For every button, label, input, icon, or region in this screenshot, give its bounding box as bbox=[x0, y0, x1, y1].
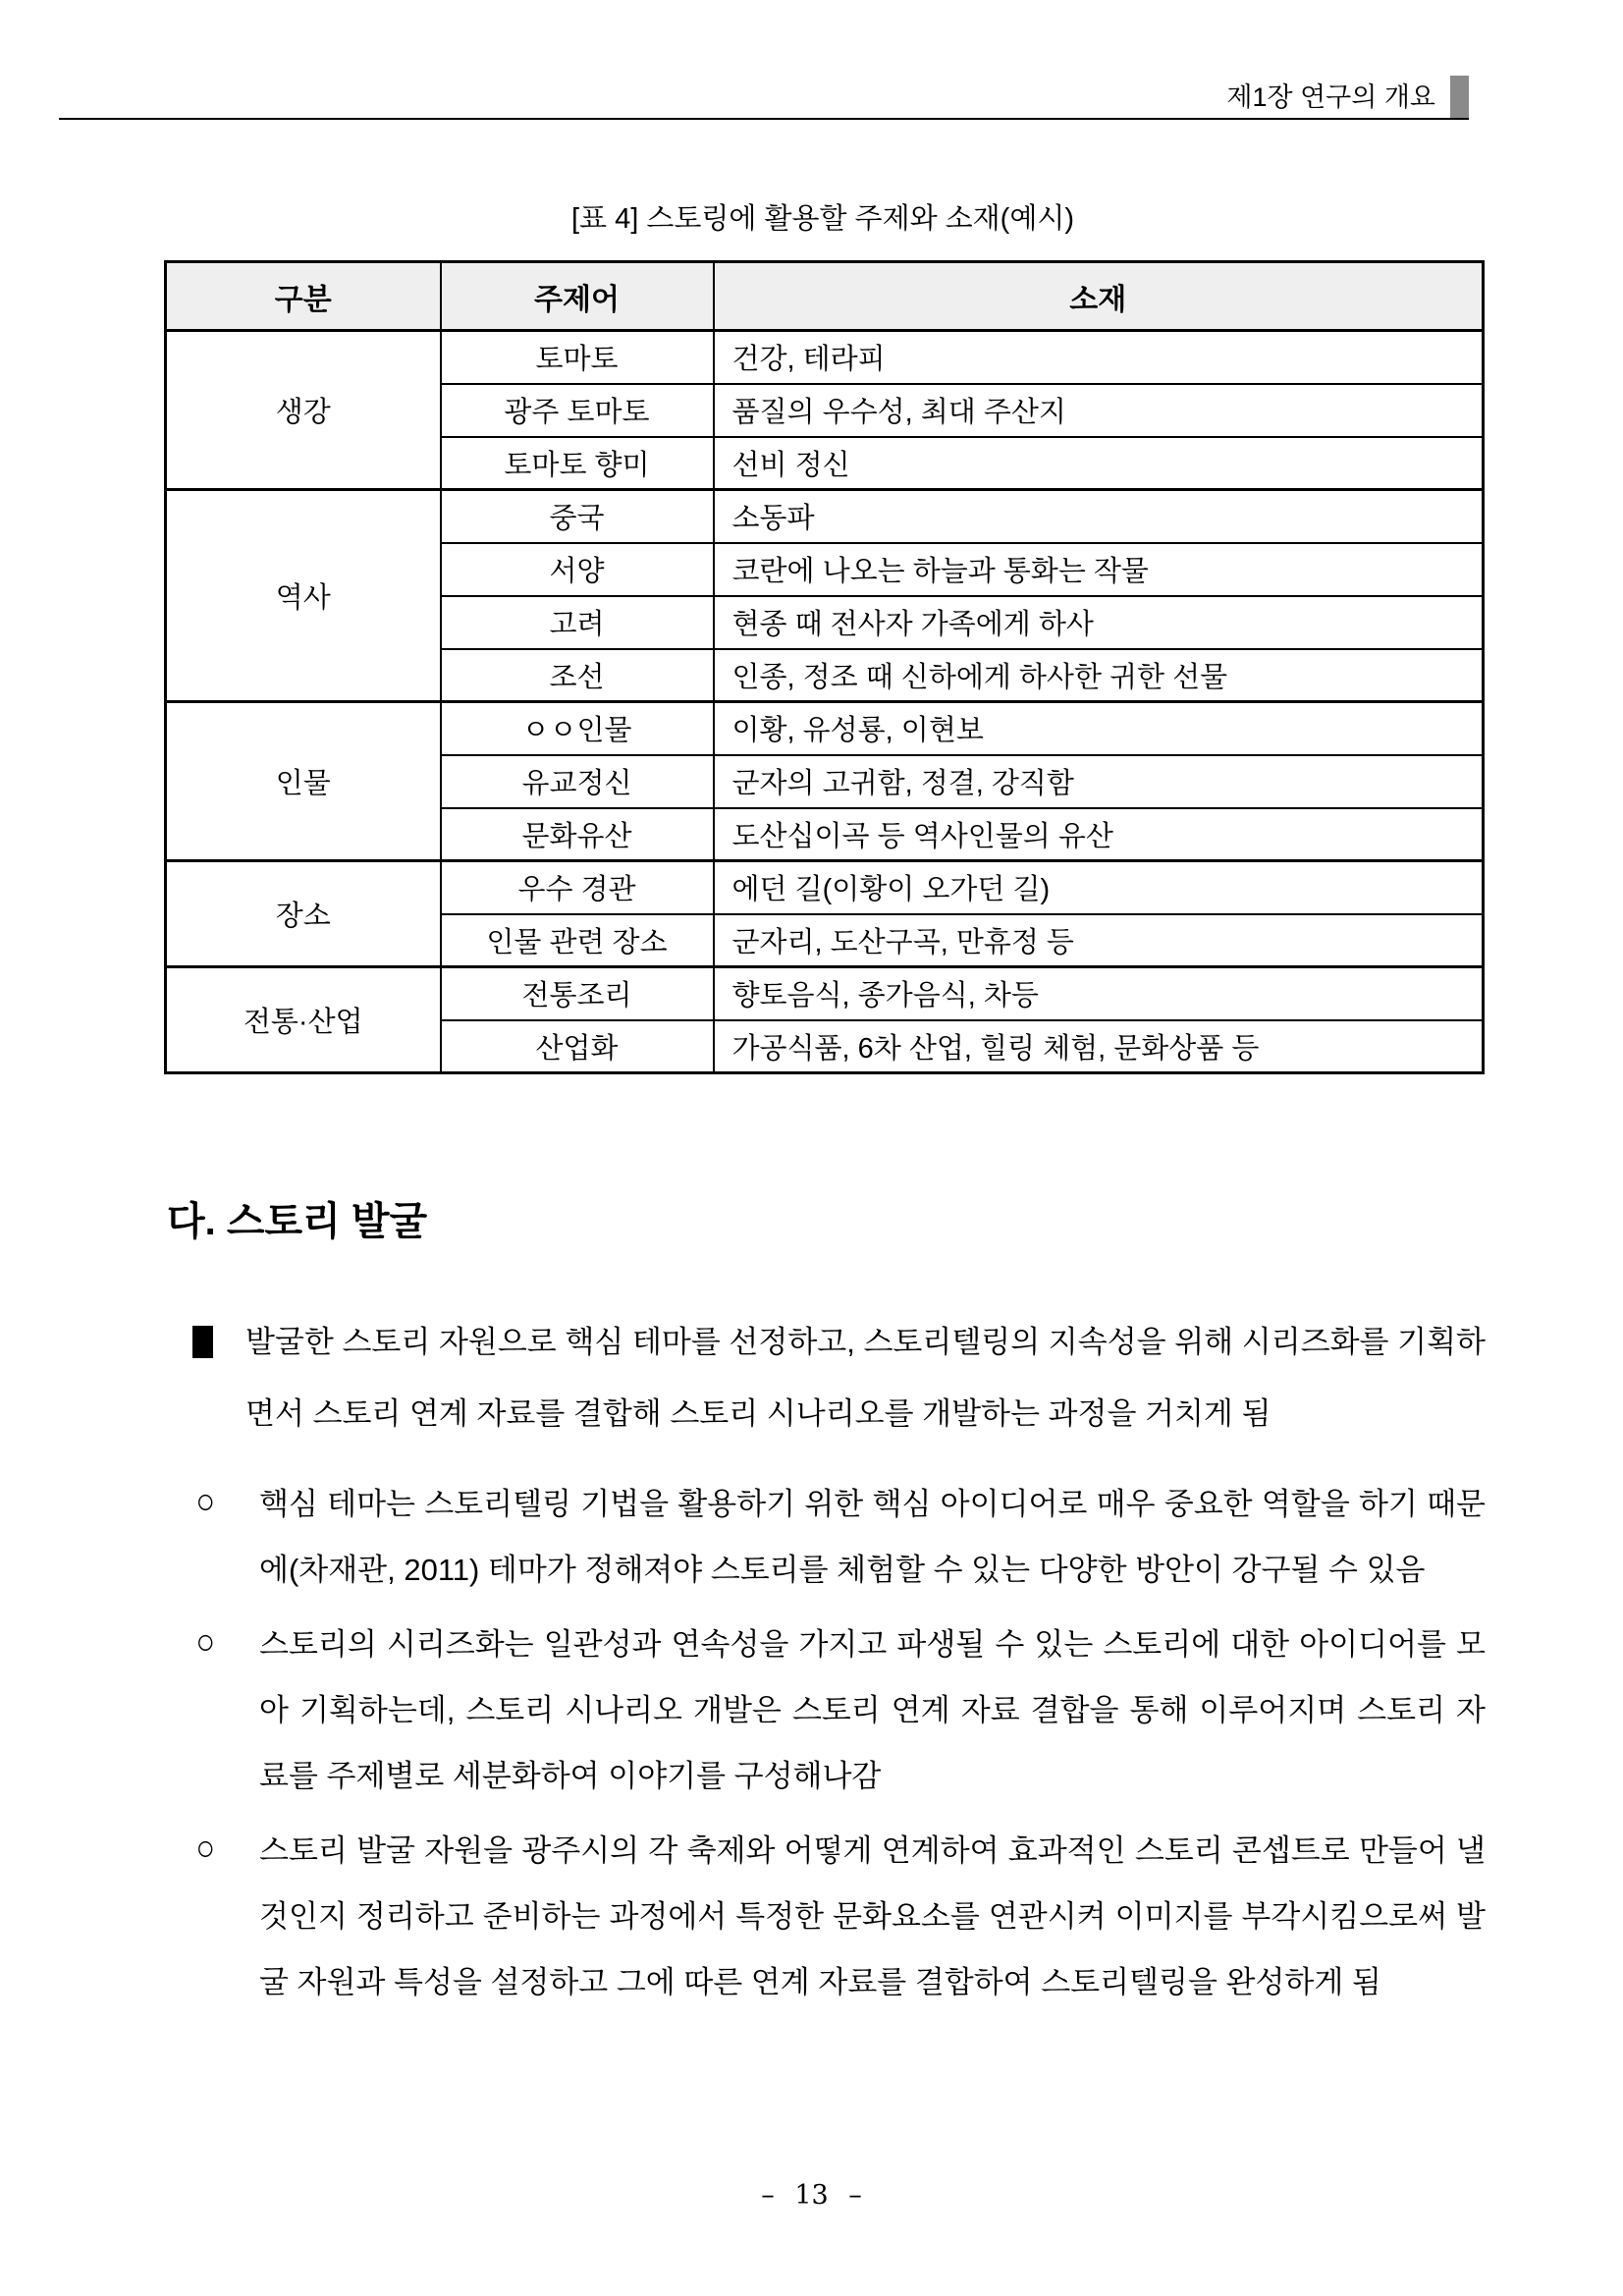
page-number: – 13 – bbox=[761, 2180, 862, 2211]
material-cell: 소동파 bbox=[714, 490, 1484, 543]
material-cell: 이황, 유성룡, 이현보 bbox=[714, 702, 1484, 755]
bullet-paragraph bbox=[167, 1471, 1486, 1603]
keyword-cell: 유교정신 bbox=[441, 755, 714, 808]
header-tab-bar bbox=[1450, 76, 1469, 120]
keyword-cell: 서양 bbox=[441, 543, 714, 596]
running-header bbox=[59, 73, 1469, 118]
material-cell: 품질의 우수성, 최대 주산지 bbox=[714, 384, 1484, 437]
table-row bbox=[166, 490, 1484, 543]
col-header-keyword: 주제어 bbox=[441, 262, 714, 331]
keyword-cell: 인물 관련 장소 bbox=[441, 914, 714, 967]
keyword-cell: 고려 bbox=[441, 596, 714, 649]
table-row bbox=[166, 331, 1484, 384]
bullet-paragraph-text: 스토리 발굴 자원을 광주시의 각 축제와 어떻게 연계하여 효과적인 스토리 콘셉트로 만들어 낼 것인지 정리하고 준비하는 과정에서 특정한 문화요소를 연관시켜 이미지를 부각시킴으로써 발굴 자원과 특성을 설정하고 그에 따른 연계 자료를 결합하여 스토리텔링을 완성하게 됨 bbox=[259, 1833, 1486, 1999]
story-topic-table bbox=[164, 260, 1485, 1074]
bullet-paragraph-text: 핵심 테마는 스토리텔링 기법을 활용하기 위한 핵심 아이디어로 매우 중요한 역할을 하기 때문에(차재관, 2011) 테마가 정해져야 스토리를 체험할 수 있는 다양한 방안이 강구될 수 있음 bbox=[259, 1487, 1486, 1587]
material-cell: 인종, 정조 때 신하에게 하사한 귀한 선물 bbox=[714, 649, 1484, 702]
col-header-category: 구분 bbox=[166, 262, 441, 331]
material-cell: 선비 정신 bbox=[714, 437, 1484, 490]
keyword-cell: 우수 경관 bbox=[441, 861, 714, 914]
material-cell: 도산십이곡 등 역사인물의 유산 bbox=[714, 808, 1484, 861]
header-rule bbox=[59, 118, 1469, 120]
table-row bbox=[166, 967, 1484, 1020]
keyword-cell: 산업화 bbox=[441, 1020, 714, 1073]
keyword-cell: 토마토 향미 bbox=[441, 437, 714, 490]
bullet-paragraph-text: 스토리의 시리즈화는 일관성과 연속성을 가지고 파생될 수 있는 스토리에 대한 아이디어를 모아 기획하는데, 스토리 시나리오 개발은 스토리 연계 자료 결합을 통해 이루어지며 스토리 자료를 주제별로 세분화하여 이야기를 구성해나감 bbox=[259, 1627, 1486, 1793]
table-caption: [표 4] 스토링에 활용할 주제와 소재(예시) bbox=[570, 203, 1075, 235]
material-cell: 현종 때 전사자 가족에게 하사 bbox=[714, 596, 1484, 649]
section-story-discovery bbox=[167, 1196, 1486, 2024]
keyword-cell: 조선 bbox=[441, 649, 714, 702]
category-cell: 역사 bbox=[166, 490, 441, 702]
material-cell: 에던 길(이황이 오가던 길) bbox=[714, 861, 1484, 914]
table-header-row bbox=[166, 262, 1484, 331]
category-cell: 전통·산업 bbox=[166, 967, 441, 1073]
material-cell: 향토음식, 종가음식, 차등 bbox=[714, 967, 1484, 1020]
keyword-cell: 토마토 bbox=[441, 331, 714, 384]
circle-bullet-icon: ○ bbox=[195, 1621, 216, 1662]
table-block bbox=[164, 198, 1482, 1074]
material-cell: 가공식품, 6차 산업, 힐링 체험, 문화상품 등 bbox=[714, 1020, 1484, 1073]
keyword-cell: 중국 bbox=[441, 490, 714, 543]
lead-paragraph-text: 발굴한 스토리 자원으로 핵심 테마를 선정하고, 스토리텔링의 지속성을 위해 시리즈화를 기획하면서 스토리 연계 자료를 결합해 스토리 시나리오를 개발하는 과정을 거치게 됨 bbox=[245, 1325, 1486, 1431]
category-cell: 인물 bbox=[166, 702, 441, 861]
section-heading: 다. 스토리 발굴 bbox=[167, 1200, 428, 1243]
square-bullet-icon bbox=[192, 1326, 213, 1358]
table-row bbox=[166, 702, 1484, 755]
material-cell: 군자리, 도산구곡, 만휴정 등 bbox=[714, 914, 1484, 967]
keyword-cell: 전통조리 bbox=[441, 967, 714, 1020]
keyword-cell: ㅇㅇ인물 bbox=[441, 702, 714, 755]
table-row bbox=[166, 861, 1484, 914]
keyword-cell: 문화유산 bbox=[441, 808, 714, 861]
lead-paragraph bbox=[167, 1306, 1486, 1449]
material-cell: 코란에 나오는 하늘과 통화는 작물 bbox=[714, 543, 1484, 596]
category-cell: 장소 bbox=[166, 861, 441, 967]
material-cell: 군자의 고귀함, 정결, 강직함 bbox=[714, 755, 1484, 808]
category-cell: 생강 bbox=[166, 331, 441, 490]
bullet-paragraph bbox=[167, 1818, 1486, 2015]
bullet-paragraph bbox=[167, 1612, 1486, 1809]
keyword-cell: 광주 토마토 bbox=[441, 384, 714, 437]
material-cell: 건강, 테라피 bbox=[714, 331, 1484, 384]
circle-bullet-icon: ○ bbox=[195, 1481, 216, 1521]
circle-bullet-icon: ○ bbox=[195, 1828, 216, 1868]
chapter-title: 제1장 연구의 개요 bbox=[1226, 82, 1435, 112]
col-header-material: 소재 bbox=[714, 262, 1484, 331]
